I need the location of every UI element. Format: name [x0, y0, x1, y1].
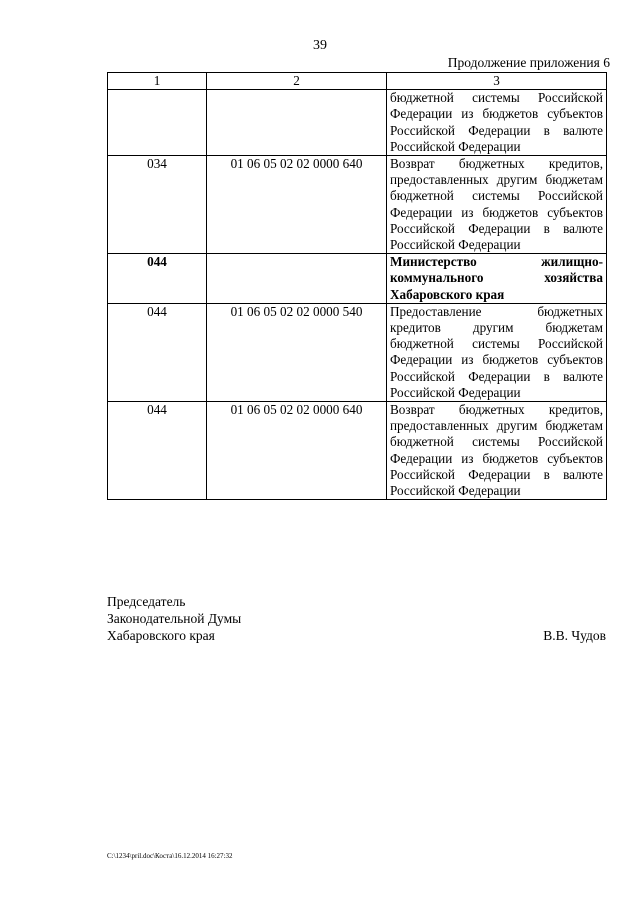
- table-row: [108, 90, 607, 156]
- header-col-2: 2: [207, 73, 387, 90]
- footer-file-path: C:\1234\pril.doc\Коста\16.12.2014 16:27:32: [107, 852, 233, 860]
- header-col-3: 3: [387, 73, 607, 90]
- admin-code-cell: [108, 90, 207, 156]
- source-code-cell: 01 06 05 02 02 0000 640: [207, 402, 387, 500]
- source-code-cell: [207, 90, 387, 156]
- description-cell: Предоставление бюджетных кредитов другим бюджетам бюджетной системы Российской Федерации из бюджетов субъектов Российской Федерации в валюте Российской Федерации: [387, 303, 607, 401]
- admin-code-cell: 044: [108, 303, 207, 401]
- description-cell: Возврат бюджетных кредитов, предоставленных другим бюджетам бюджетной системы Российской Федерации из бюджетов субъектов Российской Федерации в валюте Российской Федерации: [387, 402, 607, 500]
- signature-title-line-1: Председатель: [107, 594, 186, 609]
- signature-title-line-3: Хабаровского края: [107, 628, 215, 643]
- source-code-cell: 01 06 05 02 02 0000 640: [207, 156, 387, 254]
- admin-code-cell: 034: [108, 156, 207, 254]
- admin-code-cell: 044: [108, 402, 207, 500]
- table-row: [108, 402, 607, 500]
- description-cell: бюджетной системы Российской Федерации из бюджетов субъектов Российской Федерации в валюте Российской Федерации: [387, 90, 607, 156]
- source-code-cell: [207, 254, 387, 304]
- header-col-1: 1: [108, 73, 207, 90]
- signature-title-line-2: Законодательной Думы: [107, 611, 242, 626]
- budget-table: [107, 72, 607, 500]
- signatory-name: В.В. Чудов: [543, 628, 606, 643]
- table-header-row: [108, 73, 607, 90]
- description-cell: Возврат бюджетных кредитов, предоставленных другим бюджетам бюджетной системы Российской Федерации из бюджетов субъектов Российской Федерации в валюте Российской Федерации: [387, 156, 607, 254]
- table-row-ministry: [108, 254, 607, 304]
- ministry-name-cell: Министерство жилищно-коммунального хозяйства Хабаровского края: [387, 254, 607, 304]
- source-code-cell: 01 06 05 02 02 0000 540: [207, 303, 387, 401]
- table-row: [108, 156, 607, 254]
- signature-block: [107, 593, 606, 644]
- table-row: [108, 303, 607, 401]
- continuation-label: Продолжение приложения 6: [447, 55, 610, 70]
- page-number: 39: [313, 38, 327, 53]
- admin-code-cell: 044: [108, 254, 207, 304]
